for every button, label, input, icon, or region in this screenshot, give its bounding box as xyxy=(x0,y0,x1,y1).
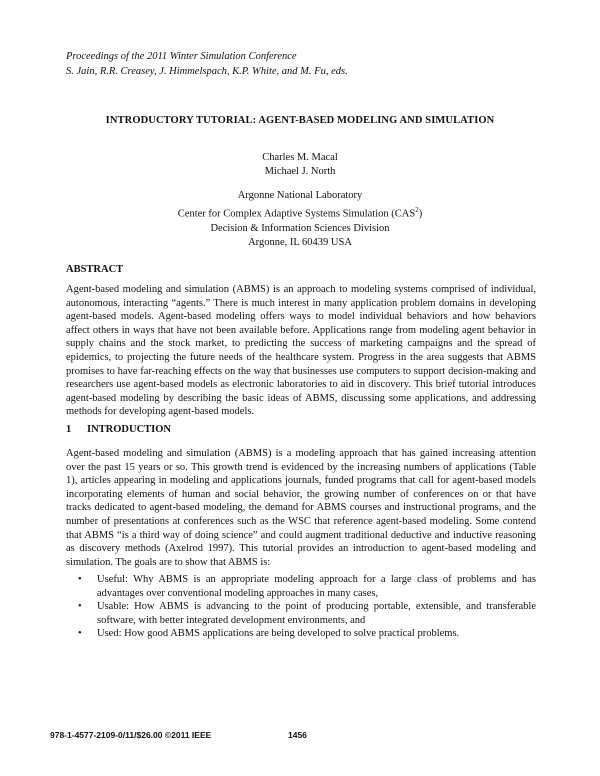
bullet-icon: • xyxy=(78,628,82,640)
affiliation-lab: Argonne National Laboratory xyxy=(237,190,363,201)
goals-list xyxy=(66,573,536,641)
affiliation-location: Argonne, IL 60439 USA xyxy=(248,236,352,248)
list-item-text: Used: How good ABMS applications are being developed to solve practical problems. xyxy=(97,628,460,640)
abstract-heading: ABSTRACT xyxy=(66,264,124,275)
abstract-text: Agent-based modeling and simulation (ABMS) is an approach to modeling systems comprised of individual, autonomous, interacting “agents.” There is much interest in many application problem domains in developing agent-based models. Agent-based modeling offers ways to model individual behaviors and how behaviors affect others in ways that have not been available before. Applications range from modeling agent behavior in supply chains and the stock market, to predicting the success of marketing campaigns and the spread of epidemics, to projecting the future needs of the healthcare system. Progress in the area suggests that ABMS promises to have far-reaching effects on the way that businesses use computers to support decision-making and researchers use agent-based models as electronic laboratories to aid in discovery. This brief tutorial introduces agent-based modeling by describing the basic ideas of ABMS, discussing some applications, and addressing methods for developing agent-based models. xyxy=(66,284,536,418)
footer-isbn: 978-1-4577-2109-0/11/$26.00 ©2011 IEEE xyxy=(50,730,212,740)
author-list xyxy=(0,151,600,179)
affiliation-block xyxy=(0,189,600,250)
proceedings-editors: S. Jain, R.R. Creasey, J. Himmelspach, K.P. White, and M. Fu, eds. xyxy=(66,65,348,77)
affiliation-center-sup: 2 xyxy=(415,206,419,214)
bullet-icon: • xyxy=(78,574,82,585)
list-item-text: Usable: How ABMS is advancing to the point of producing portable, extensible, and transferable software, with better integrated development environments, and xyxy=(97,601,536,626)
list-item xyxy=(66,627,536,641)
page-number: 1456 xyxy=(288,730,307,740)
proceedings-title: Proceedings of the 2011 Winter Simulation Conference xyxy=(66,51,297,62)
list-item-text: Useful: Why ABMS is an appropriate modeling approach for a large class of problems and has advantages over conventional modeling approaches in many cases, xyxy=(97,574,536,599)
bullet-icon: • xyxy=(78,601,82,613)
author-name: Michael J. North xyxy=(264,166,336,177)
paper-title: INTRODUCTORY TUTORIAL: AGENT-BASED MODELING AND SIMULATION xyxy=(105,115,495,126)
author-name: Charles M. Macal xyxy=(262,152,338,163)
affiliation-center xyxy=(0,203,600,222)
affiliation-center-close: ) xyxy=(418,208,423,220)
list-item xyxy=(66,573,536,600)
introduction-text: Agent-based modeling and simulation (ABMS) is a modeling approach that has gained increasing attention over the past 15 years or so. This growth trend is evidenced by the increasing numbers of applications (Table 1), articles appearing in modeling and applications journals, funded programs that call for agent-based models incorporating elements of human and social behavior, the growing number of conferences on or that have tracks dedicated to agent-based modeling, the demand for ABMS courses and instructional programs, and the number of presentations at conferences such as the WSC that reference agent-based modeling. Some contend that ABMS “is a third way of doing science” and could augment traditional deductive and inductive reasoning as discovery methods (Axelrod 1997). This tutorial provides an introduction to agent-based modeling and simulation. The goals are to show that ABMS is: xyxy=(66,448,536,568)
introduction-heading: 1 INTRODUCTION xyxy=(66,424,172,435)
proceedings-header xyxy=(66,50,348,79)
affiliation-center-text: Center for Complex Adaptive Systems Simulation (CAS xyxy=(177,208,416,220)
affiliation-division: Decision & Information Sciences Division xyxy=(210,222,390,234)
list-item xyxy=(66,600,536,627)
